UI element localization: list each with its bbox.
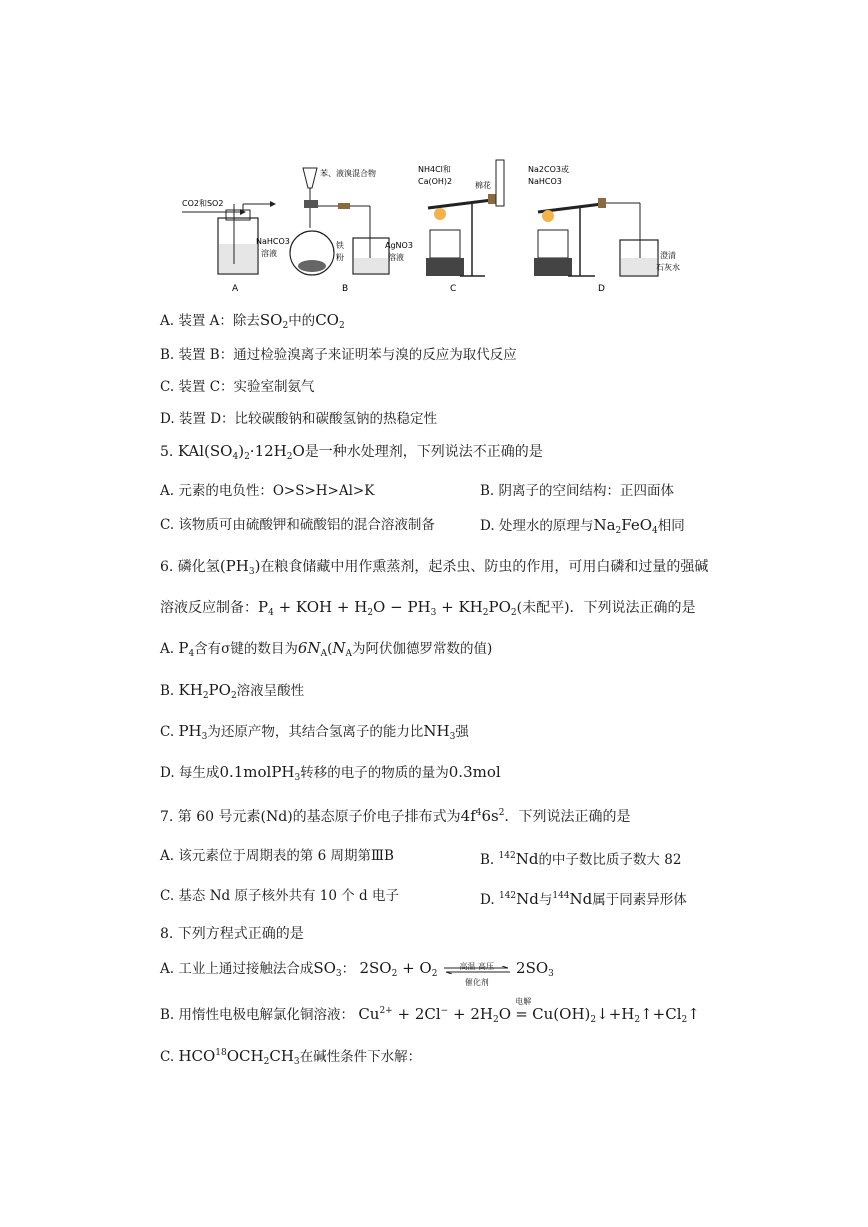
q5-option-c: C. 该物质可由硫酸钾和硫酸铝的混合溶液制备 — [160, 517, 435, 533]
q8-option-a-condition-bottom: 催化剂 — [464, 977, 489, 987]
q8-option-a: A. 工业上通过接触法合成$SO_3$： $2SO_2 + O_2$ 高温 高压 催化剂 $2SO_3$ — [160, 958, 554, 984]
apparatus-d-reagent-2: NaHCO3 — [528, 177, 562, 186]
q6-stem-tail: 在粮食储藏中用作熏蒸剂，起杀虫、防虫的作用，可用白磷和过量的强碱 — [260, 559, 709, 575]
apparatus-c-reagent-1: NH4Cl和 — [418, 165, 451, 174]
q6-option-d: D. 每生成0.1molPH$_3$转移的电子的物质的量为0.3mol — [160, 763, 501, 783]
apparatus-b-iron-2: 粉 — [336, 253, 344, 262]
q6-line2-tail: (未配平)．下列说法正确的是 — [516, 600, 696, 616]
q4-option-a: A. 装置 A：除去$SO_2$中的$CO_2$ — [160, 311, 345, 331]
caption-a: A — [232, 284, 239, 294]
q5-option-d: D. 处理水的原理与$Na_2FeO_4$相同 — [480, 516, 685, 536]
q8-stem: 8. 下列方程式正确的是 — [160, 926, 304, 942]
q4-option-a-text: A. 装置 A：除去 — [160, 313, 260, 329]
q5-stem-tail: 是一种水处理剂，下列说法不正确的是 — [304, 444, 543, 460]
q6-equation-line: 溶液反应制备：$P_4$ + KOH + $H_2O - PH_3 + KH_2PO_2$(未配平)．下列说法正确的是 — [160, 598, 696, 618]
q6-line2-head: 溶液反应制备： — [160, 600, 258, 616]
q5-option-b: B. 阴离子的空间结构：正四面体 — [480, 483, 675, 499]
q6-option-b-tail: 溶液呈酸性 — [236, 683, 305, 699]
q6-option-c: C. $PH_3$为还原产物，其结合氢离子的能力比$NH_3$强 — [160, 722, 469, 742]
q6-option-a-mid: 含有σ键的数目为 — [194, 641, 298, 657]
apparatus-b-iron: 铁 — [336, 241, 344, 250]
q7-option-c: C. 基态 Nd 原子核外共有 10 个 d 电子 — [160, 888, 399, 904]
q5-option-d-text: D. 处理水的原理与 — [480, 518, 594, 534]
q7-option-a: A. 该元素位于周期表的第 6 周期第ⅢB — [160, 848, 394, 864]
apparatus-c-cotton: 棉花 — [475, 181, 491, 190]
apparatus-d-reagent-1: Na2CO3或 — [528, 165, 569, 174]
q4-option-c: C. 装置 C：实验室制氨气 — [160, 379, 315, 395]
q5-option-a: A. 元素的电负性：O>S>H>Al>K — [160, 483, 375, 499]
apparatus-b-silver-2: 溶液 — [388, 253, 404, 262]
apparatus-d-lime-1: 澄清 — [660, 251, 676, 260]
q4-option-d: D. 装置 D：比较碳酸钠和碳酸氢钠的热稳定性 — [160, 411, 438, 427]
apparatus-b-reagent: 苯、液溴混合物 — [320, 169, 376, 178]
apparatus-a — [182, 198, 290, 294]
caption-d: D — [598, 284, 605, 294]
q7-stem: 7. 第 60 号元素(Nd)的基态原子价电子排布式为$4f^46s^2$．下列说法正确的是 — [160, 807, 631, 825]
q8-option-b: B. 用惰性电极电解氯化铜溶液： $Cu^{2+} + 2Cl^- + 2H_2O$ 电解 = $Cu(OH)_2↓+H_2↑+Cl_2↑$ — [160, 1001, 700, 1030]
q6-option-d-tail: 转移的电子的物质的量为 — [300, 765, 449, 781]
q6-number: 6. 磷化氢 — [160, 559, 220, 575]
q8-option-a-head: A. 工业上通过接触法合成 — [160, 961, 314, 977]
q8-option-c: C. $HCO^{18}OCH_2CH_3$在碱性条件下水解： — [160, 1047, 422, 1067]
caption-c: C — [450, 284, 457, 294]
q8-option-c-tail: 在碱性条件下水解： — [299, 1049, 422, 1065]
q8-option-b-condition: 电解 — [515, 997, 532, 1006]
q7-stem-head: 7. 第 60 号元素(Nd)的基态原子价电子排布式为 — [160, 809, 461, 825]
apparatus-d-lime-2: 石灰水 — [656, 263, 680, 272]
apparatus-d — [528, 164, 680, 294]
q7-option-b: B. $^{142}$Nd的中子数比质子数大 82 — [480, 850, 682, 868]
apparatus-c — [418, 160, 504, 294]
q8-option-b-head: B. 用惰性电极电解氯化铜溶液： — [160, 1007, 355, 1023]
q6-option-b: B. $KH_2PO_2$溶液呈酸性 — [160, 681, 305, 701]
q6-option-a-head: A. — [160, 641, 175, 657]
q7-option-d-mid: 与 — [538, 892, 553, 908]
q6-option-a-tail: 为阿伏伽德罗常数的值) — [351, 641, 493, 657]
apparatus-a-gas-label: CO2和SO2 — [182, 199, 224, 208]
q5-number: 5. — [160, 444, 174, 460]
q6-option-c-tail: 强 — [455, 724, 469, 740]
q5-stem: 5. $KAl(SO_4)_2\cdot 12H_2O$是一种水处理剂，下列说法不正确的是 — [160, 442, 543, 462]
q6-option-a: A. $P_4$含有σ键的数目为$6N_A(N_A$为阿伏伽德罗常数的值) — [160, 639, 493, 659]
q6-option-d-head: D. 每生成 — [160, 765, 220, 781]
q7-stem-tail: ．下列说法正确的是 — [504, 809, 631, 825]
q4-option-a-tail: 中的 — [288, 313, 316, 329]
apparatus-a-solution-2: 溶液 — [261, 249, 277, 258]
apparatus-b — [290, 168, 413, 294]
apparatus-c-reagent-2: Ca(OH)2 — [418, 177, 453, 186]
q6-stem: 6. 磷化氢$(PH_3)$在粮食储藏中用作熏蒸剂，起杀虫、防虫的作用，可用白磷和过量的强碱 — [160, 557, 709, 577]
q7-option-d: D. $^{142}$Nd与$^{144}$Nd属于同素异形体 — [480, 890, 687, 908]
q7-option-b-tail: 的中子数比质子数大 82 — [538, 852, 682, 868]
apparatus-b-silver: AgNO3 — [385, 241, 413, 250]
q8-option-a-condition-top: 高温 高压 — [459, 961, 495, 971]
q4-option-b: B. 装置 B：通过检验溴离子来证明苯与溴的反应为取代反应 — [160, 347, 517, 363]
reversible-arrow — [442, 960, 512, 987]
apparatus-a-solution: NaHCO3 — [256, 237, 290, 246]
q7-option-d-tail: 属于同素异形体 — [592, 892, 687, 908]
caption-b: B — [342, 284, 349, 294]
q6-option-c-mid: 为还原产物，其结合氢离子的能力比 — [207, 724, 424, 740]
apparatus-figure — [170, 148, 710, 298]
